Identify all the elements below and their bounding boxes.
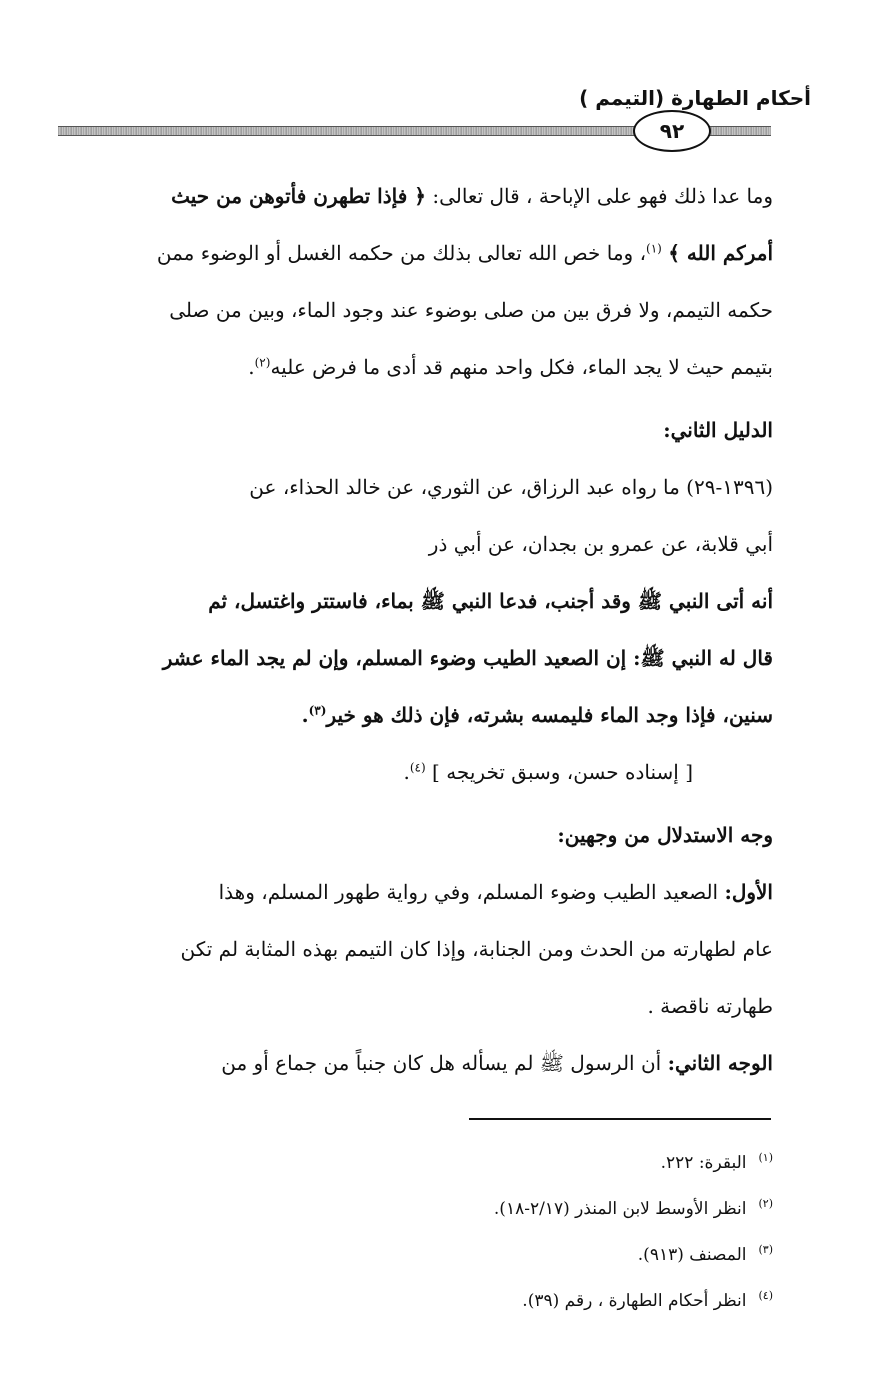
text-span: أن الرسول ﷺ لم يسأله هل كان جنباً من جماع أو من	[221, 1051, 668, 1075]
text-line	[55, 864, 773, 921]
footnote-ref: (٢)	[254, 355, 271, 370]
footnote-number: (٤)	[758, 1289, 773, 1303]
footnote-number: (٣)	[758, 1243, 773, 1257]
text-line	[55, 168, 773, 225]
point-label: الأول:	[724, 880, 773, 904]
running-title: أحكام الطهارة (التيمم )	[579, 86, 811, 110]
text-line	[55, 339, 773, 396]
footnote	[55, 1278, 773, 1324]
text-span: بتيمم حيث لا يجد الماء، فكل واحد منهم قد أدى ما فرض عليه	[270, 355, 773, 379]
point-label: الوجه الثاني:	[667, 1051, 773, 1075]
footnote-ref: (٣)	[308, 703, 327, 718]
footnote	[55, 1186, 773, 1232]
footnote-text: المصنف (٩١٣).	[637, 1245, 747, 1265]
section-heading: وجه الاستدلال من وجهين:	[557, 823, 773, 847]
main-text	[55, 168, 773, 1092]
text-span: .	[248, 355, 255, 379]
text-line: حكمه التيمم، ولا فرق بين من صلى بوضوء عند وجود الماء، وبين من صلى	[169, 298, 773, 322]
footnote-text: انظر الأوسط لابن المنذر (٢/١٧-١٨).	[493, 1199, 747, 1219]
footnote	[55, 1140, 773, 1186]
footnote-text: انظر أحكام الطهارة ، رقم (٣٩).	[522, 1291, 747, 1311]
text-span: ، وما خص الله تعالى بذلك من حكمه الغسل أو الوضوء ممن	[156, 241, 647, 265]
text-span: .	[403, 760, 410, 784]
hadith-line	[55, 687, 773, 744]
footnote-text: البقرة: ٢٢٢.	[660, 1153, 747, 1173]
text-line	[55, 225, 773, 282]
section-heading: الدليل الثاني:	[663, 418, 773, 442]
text-line	[55, 1035, 773, 1092]
quran-quote-end: أمركم الله ﴾	[668, 241, 773, 265]
footnote-separator	[469, 1118, 771, 1120]
grading-line	[55, 744, 773, 801]
text-line: عام لطهارته من الحدث ومن الجنابة، وإذا كان التيمم بهذه المثابة لم تكن	[180, 937, 773, 961]
footnotes	[55, 1140, 773, 1324]
hadith-line: أنه أتى النبي ﷺ وقد أجنب، فدعا النبي ﷺ بماء، فاستتر واغتسل، ثم	[208, 589, 773, 613]
hadith-line: قال له النبي ﷺ: إن الصعيد الطيب وضوء المسلم، وإن لم يجد الماء عشر	[162, 646, 773, 670]
text-span: الصعيد الطيب وضوء المسلم، وفي رواية طهور المسلم، وهذا	[218, 880, 725, 904]
isnad-line: أبي قلابة، عن عمرو بن بجدان، عن أبي ذر	[428, 532, 773, 556]
text-span: سنين، فإذا وجد الماء فليمسه بشرته، فإن ذلك هو خير	[326, 703, 773, 727]
footnote-ref: (١)	[646, 241, 662, 256]
text-span: .	[301, 703, 309, 727]
isnad-line: (١٣٩٦-٢٩) ما رواه عبد الرزاق، عن الثوري، عن خالد الحذاء، عن	[249, 475, 773, 499]
grading-text: [ إسناده حسن، وسبق تخريجه ]	[432, 760, 693, 784]
footnote-number: (١)	[758, 1151, 773, 1165]
page-number: ٩٢	[633, 110, 711, 152]
footnote	[55, 1232, 773, 1278]
footnote-number: (٢)	[758, 1197, 773, 1211]
footnote-ref: (٤)	[409, 760, 426, 775]
text-line: طهارته ناقصة .	[647, 994, 773, 1018]
quran-quote: ﴿ فإذا تطهرن فأتوهن من حيث	[171, 184, 426, 208]
text-span: وما عدا ذلك فهو على الإباحة ، قال تعالى:	[425, 184, 773, 208]
